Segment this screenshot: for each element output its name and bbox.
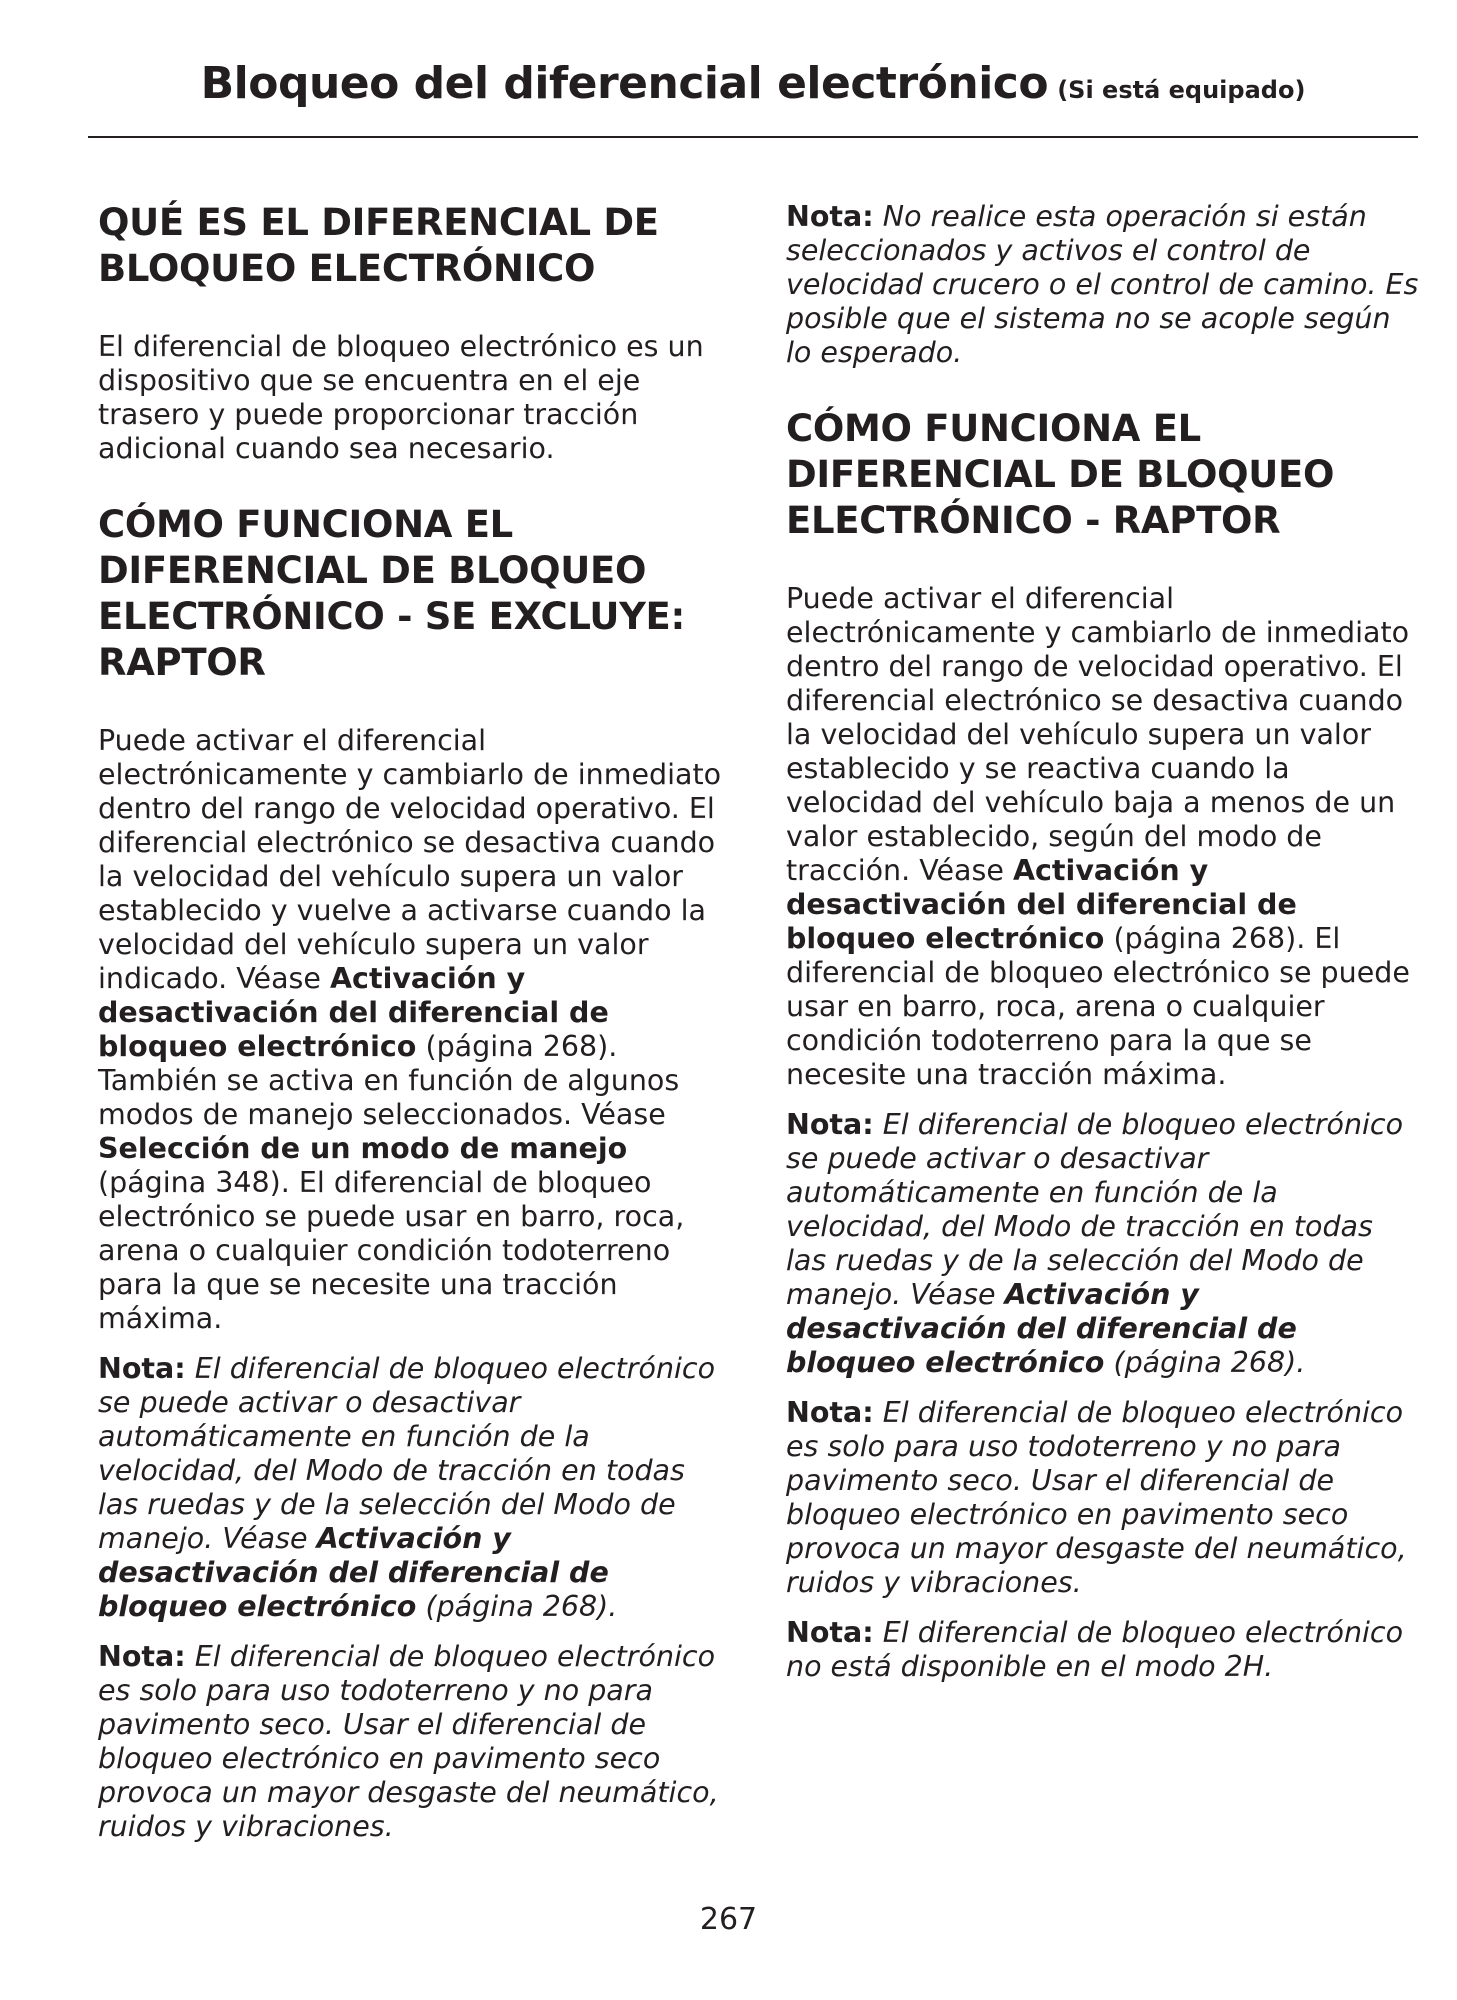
note-label: Nota: [786, 1616, 874, 1649]
header-divider [88, 136, 1418, 138]
note-offroad-only-raptor [786, 1396, 1421, 1600]
note-text: El diferencial de bloqueo electrónico se puede activar o desactivar automáticamente en función de la velocidad, del Modo de tracción en todas las ruedas y de la selección del Modo de manejo. Véase [786, 1108, 1404, 1311]
note-label: Nota: [786, 200, 874, 233]
section-heading-how-it-works: CÓMO FUNCIONA EL DIFERENCIAL DE BLOQUEO ELECTRÓNICO - SE EXCLUYE: RAPTOR [98, 503, 686, 684]
section-heading-what-is: QUÉ ES EL DIFERENCIAL DE BLOQUEO ELECTRÓNICO [98, 201, 659, 290]
note-text: No realice esta operación si están seleccionados y activos el control de velocidad crucero o el control de camino. Es posible que el sistema no se acople según lo esperado. [786, 200, 1419, 369]
note-text: (página 268). [1104, 1346, 1306, 1379]
paragraph-how-it-works-raptor [786, 582, 1421, 1092]
cross-reference-link[interactable]: Activación y desactivación del diferencial de bloqueo electrónico [98, 962, 609, 1063]
note-text: El diferencial de bloqueo electrónico se puede activar o desactivar automáticamente en función de la velocidad, del Modo de tracción en todas las ruedas y de la selección del Modo de manejo. Véase [98, 1352, 716, 1555]
cross-reference-link[interactable]: Activación y desactivación del diferencial de bloqueo electrónico [786, 854, 1297, 955]
note-text: El diferencial de bloqueo electrónico es solo para uso todoterreno y no para pavimento seco. Usar el diferencial de bloqueo electrónico en pavimento seco provoca un mayor desgaste del neumático, ruidos y vibraciones. [98, 1640, 719, 1843]
page-title: Bloqueo del diferencial electrónico [200, 58, 1049, 109]
left-column [98, 200, 733, 1860]
section-heading-how-it-works-raptor: CÓMO FUNCIONA EL DIFERENCIAL DE BLOQUEO ELECTRÓNICO - RAPTOR [786, 407, 1335, 542]
paragraph-text: Puede activar el diferencial electrónicamente y cambiarlo de inmediato dentro del rango de velocidad operativo. El diferencial electrónico se desactiva cuando la velocidad del vehículo supera un valor establecido y vuelve a activarse cuando la velocidad del vehículo supera un valor indicado. Véase [98, 724, 722, 995]
note-label: Nota: [786, 1108, 874, 1141]
paragraph-text: (página 348). El diferencial de bloqueo electrónico se puede usar en barro, roca, arena o cualquier condición todoterreno para la que se necesite una tracción máxima. [98, 1166, 685, 1335]
paragraph-text: (página 268). El diferencial de bloqueo electrónico se puede usar en barro, roca, arena o cualquier condición todoterreno para la que se necesite una tracción máxima. [786, 922, 1410, 1091]
paragraph-how-it-works [98, 724, 733, 1336]
paragraph-text: Puede activar el diferencial electrónicamente y cambiarlo de inmediato dentro del rango de velocidad operativo. El diferencial electrónico se desactiva cuando la velocidad del vehículo supera un valor establecido y se reactiva cuando la velocidad del vehículo baja a menos de un valor establecido, según del modo de tracción. Véase [786, 582, 1410, 887]
page-number: 267 [699, 1902, 758, 1937]
note-auto-activation [98, 1352, 733, 1624]
note-label: Nota: [786, 1396, 874, 1429]
note-label: Nota: [98, 1640, 186, 1673]
paragraph-text: (página 268). También se activa en función de algunos modos de manejo seleccionados. Véase [98, 1030, 680, 1131]
note-text: El diferencial de bloqueo electrónico es solo para uso todoterreno y no para pavimento seco. Usar el diferencial de bloqueo electrónico en pavimento seco provoca un mayor desgaste del neumático, ruidos y vibraciones. [786, 1396, 1407, 1599]
note-cruise-control [786, 200, 1421, 370]
cross-reference-link[interactable]: Activación y desactivación del diferencial de bloqueo electrónico [786, 1278, 1297, 1379]
paragraph-what-is: El diferencial de bloqueo electrónico es un dispositivo que se encuentra en el eje trasero y puede proporcionar tracción adicional cuando sea necesario. [98, 330, 704, 465]
cross-reference-link[interactable]: Selección de un modo de manejo [98, 1132, 628, 1165]
note-offroad-only [98, 1640, 733, 1844]
note-not-available-2h [786, 1616, 1421, 1684]
note-text: (página 268). [416, 1590, 618, 1623]
page-subtitle: (Si está equipado) [1057, 76, 1306, 104]
note-label: Nota: [98, 1352, 186, 1385]
cross-reference-link[interactable]: Activación y desactivación del diferencial de bloqueo electrónico [98, 1522, 609, 1623]
right-column [786, 200, 1421, 1700]
note-text: El diferencial de bloqueo electrónico no está disponible en el modo 2H. [786, 1616, 1404, 1683]
page-header [88, 58, 1418, 109]
note-auto-activation-raptor [786, 1108, 1421, 1380]
